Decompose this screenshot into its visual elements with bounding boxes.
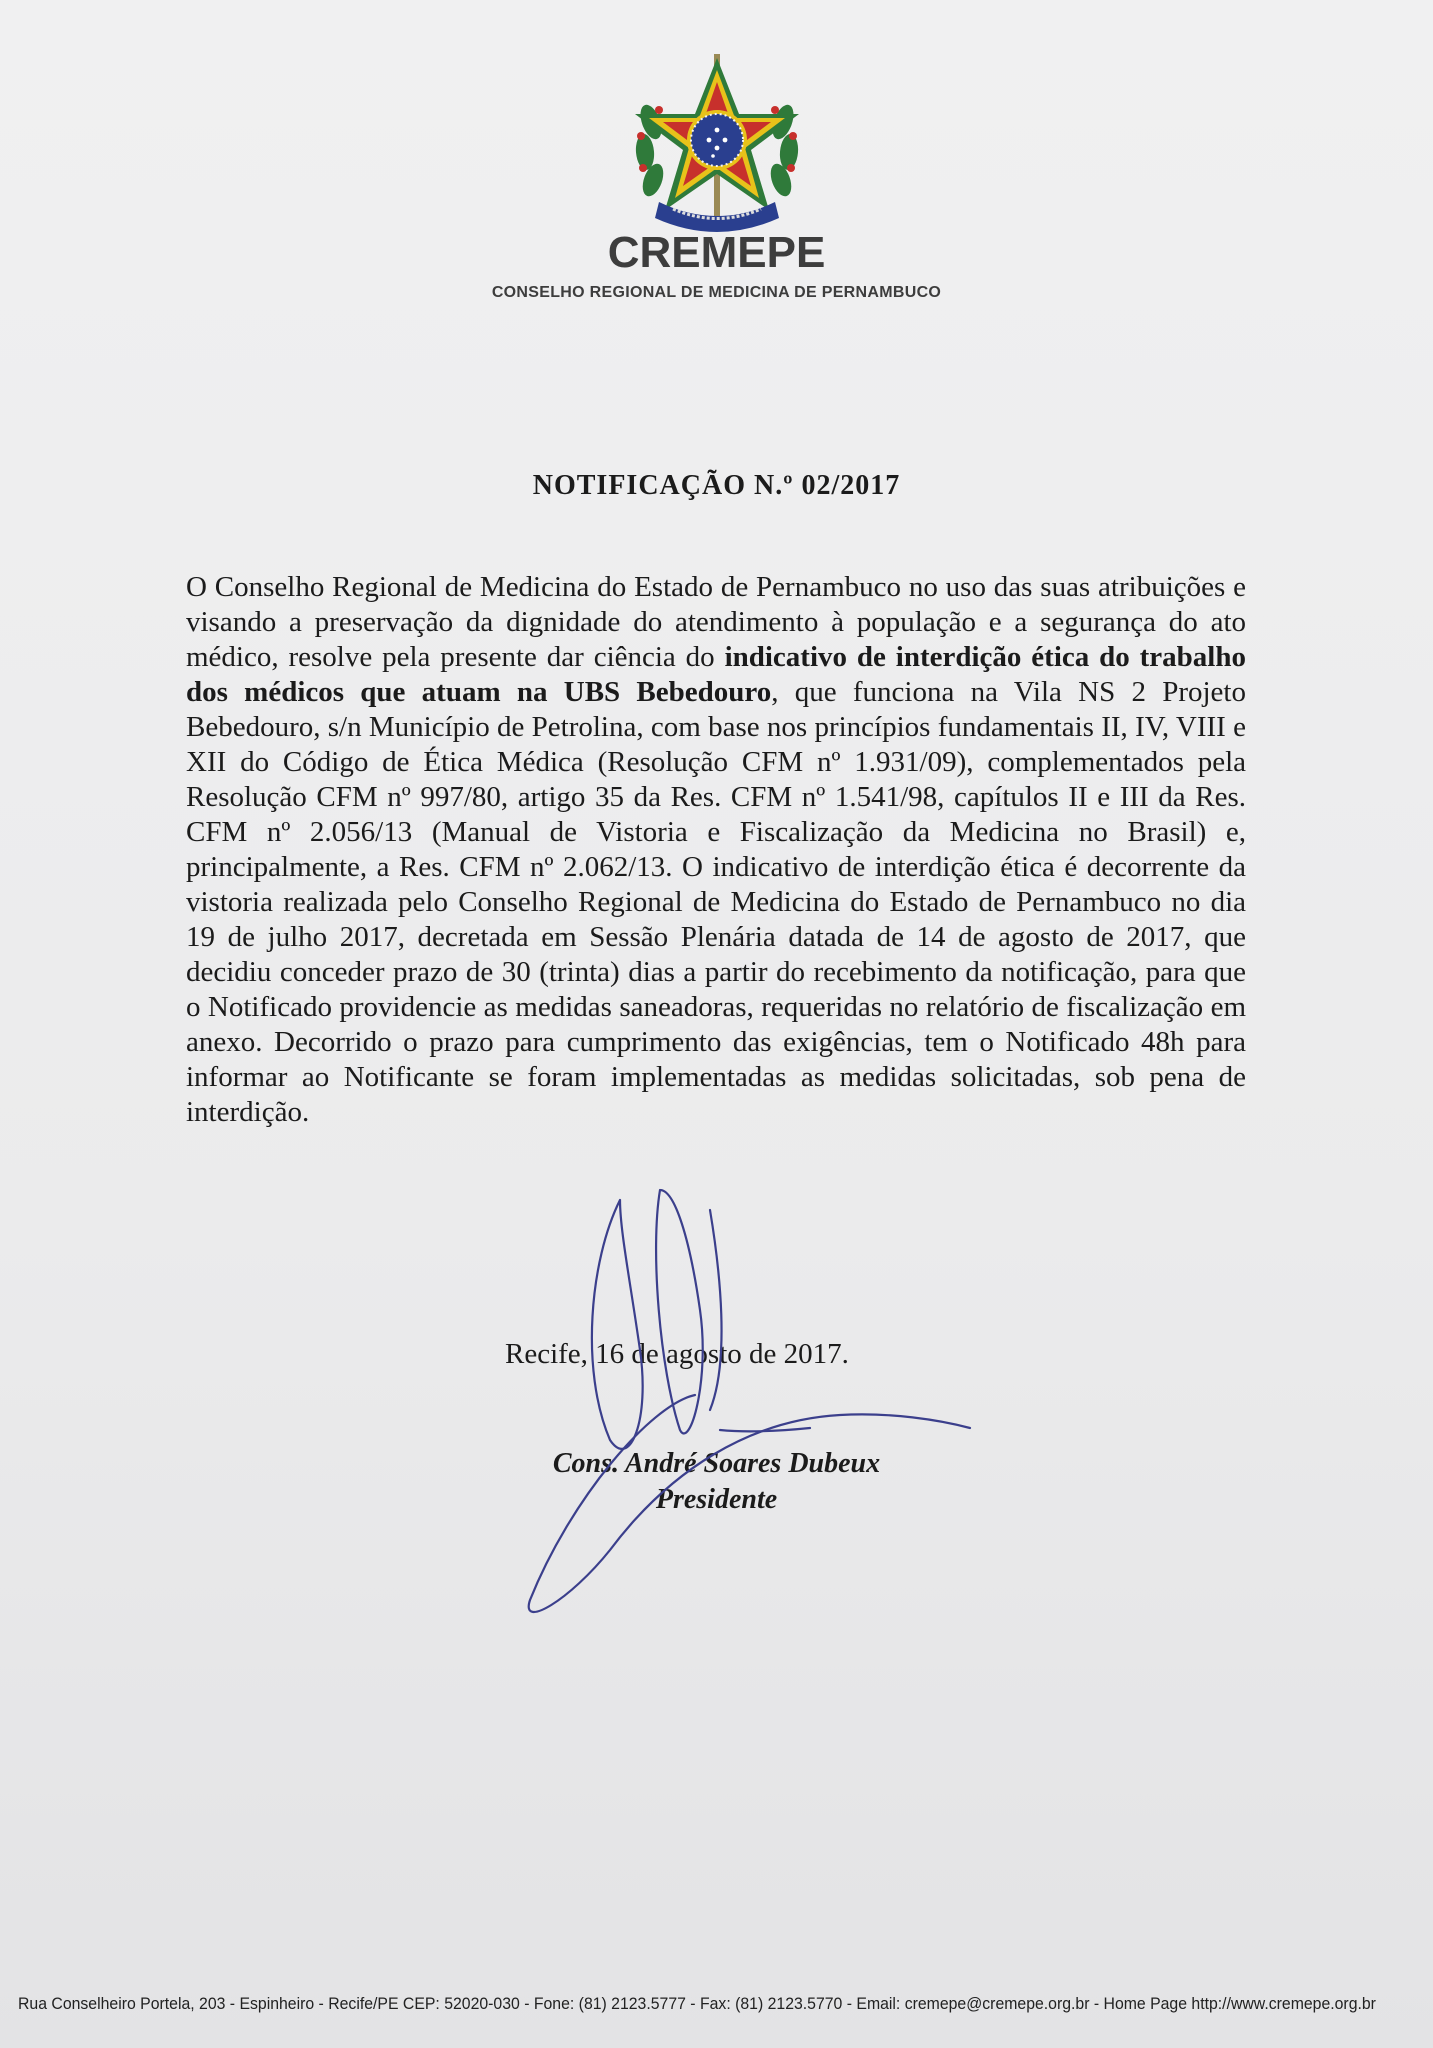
body-text-part: O Conselho Regional de Medicina do Estado de Pernambuco no uso das suas atribuições e visando a preservação da dignidade do atendimento à população e a segurança do ato médico, resolve pela presente dar ciência do [186,571,1246,673]
org-full-name: CONSELHO REGIONAL DE MEDICINA DE PERNAMBUCO [491,284,942,301]
body-text-bold: indicativo de interdição ética do trabalho dos médicos que atuam na UBS Bebedouro [186,641,1246,708]
signer-role: Presidente [655,1484,778,1515]
document-title: NOTIFICAÇÃO N.º 02/2017 [532,470,901,501]
signer-name: Cons. André Soares Dubeux [552,1448,881,1479]
date-line: Recife, 16 de agosto de 2017. [505,1338,849,1370]
signer-block [0,1446,1433,1518]
footer-address: Rua Conselheiro Portela, 203 - Espinheiro - Recife/PE CEP: 52020-030 - Fone: (81) 2123.5777 - Fax: (81) 2123.5770 - Email: cremepe@cremepe.org.br - Home Page http://www.cremepe.org.br [18,1994,1376,2013]
brazil-coat-of-arms-icon [629,52,805,232]
org-abbreviation: CREMEPE [607,228,826,277]
notification-body [186,570,1246,1130]
handwritten-signature [510,1170,980,1630]
body-text-part: , que funciona na Vila NS 2 Projeto Bebedouro, s/n Município de Petrolina, com base nos princípios fundamentais II, IV, VIII e XII do Código de Ética Médica (Resolução CFM nº 1.931/09), complementados pela Resolução CFM nº 997/80, artigo 35 da Res. CFM nº 1.541/98, capítulos II e III da Res. CFM nº 2.056/13 (Manual de Vistoria e Fiscalização da Medicina no Brasil) e, principalmente, a Res. CFM nº 2.062/13. O indicativo de interdição ética é decorrente da vistoria realizada pelo Conselho Regional de Medicina do Estado de Pernambuco no dia 19 de julho 2017, decretada em Sessão Plenária datada de 14 de agosto de 2017, que decidiu conceder prazo de 30 (trinta) dias a partir do recebimento da notificação, para que o Notificado providencie as medidas saneadoras, requeridas no relatório de fiscalização em anexo. Decorrido o prazo para cumprimento das exigências, tem o Notificado 48h para informar ao Notificante se foram implementadas as medidas solicitadas, sob pena de interdição. [186,676,1246,1128]
